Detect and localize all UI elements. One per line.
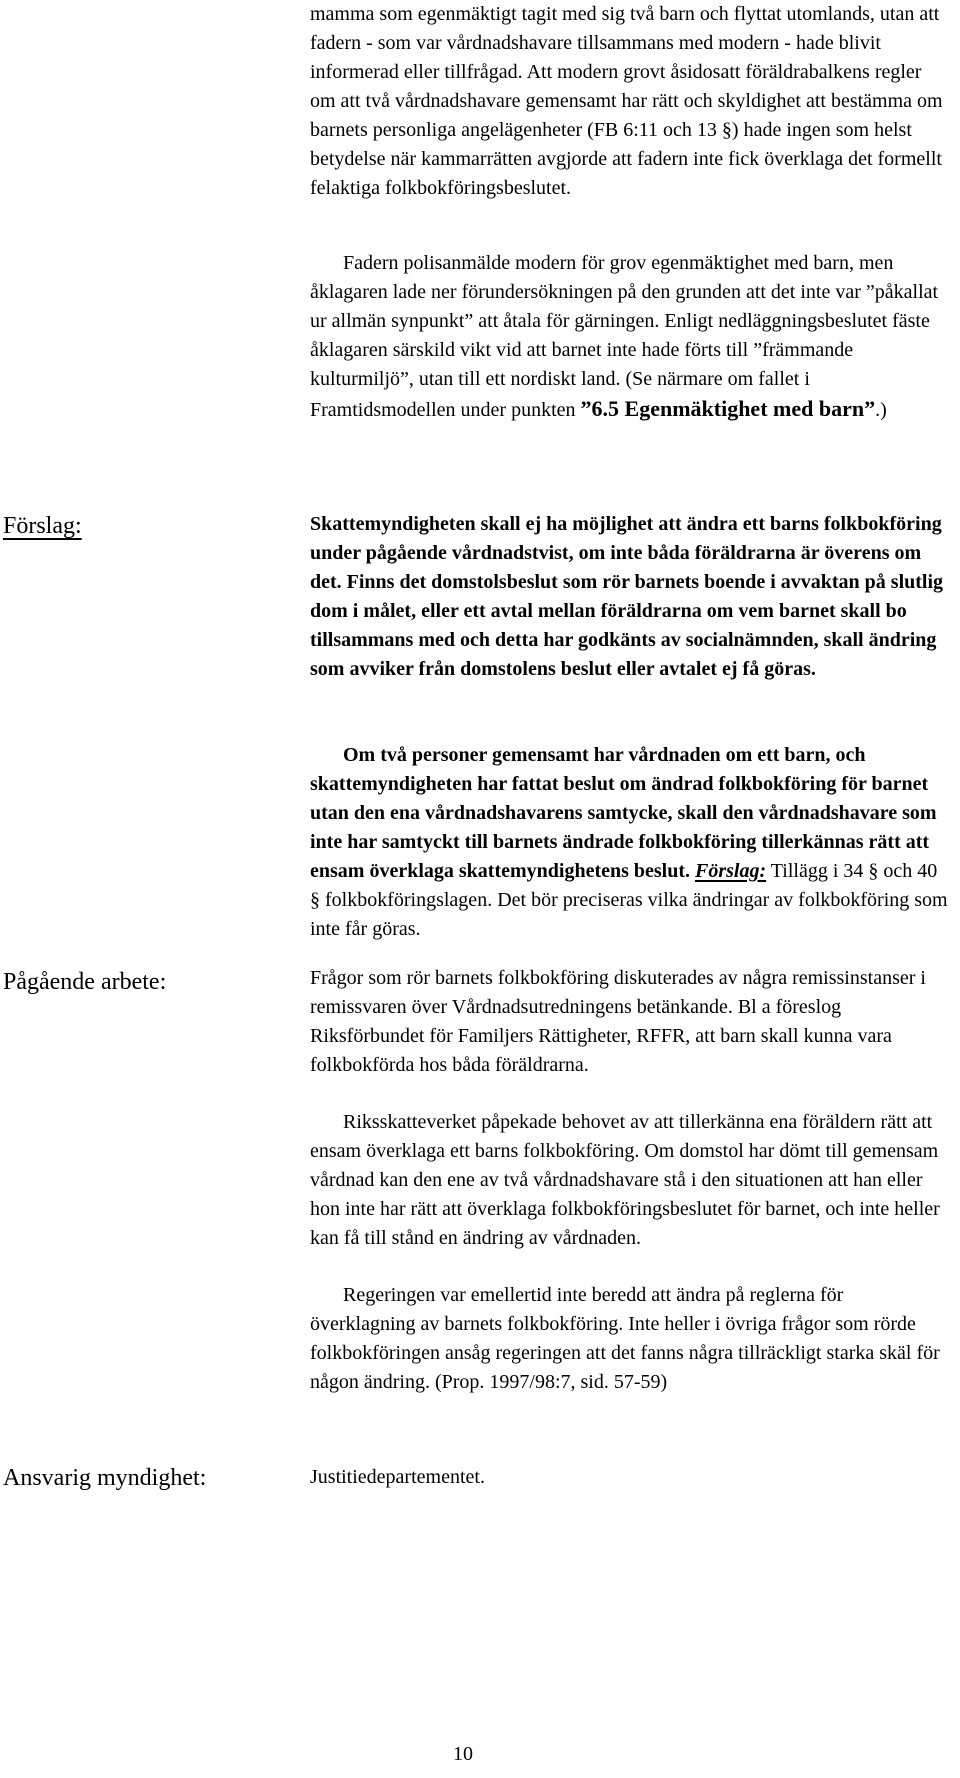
pagaende-paragraph-3: Regeringen var emellertid inte beredd att ändra på reglerna för överklagning av barnets folkbokföring. Inte heller i övriga frågor som rörde folkbokföringen ansåg regeringen att det fanns några tillräckligt starka skäl för någon ändring. (Prop. 1997/98:7, sid. 57-59) [310,1284,940,1393]
pagaende-label: Pågående arbete: [3,969,167,995]
forslag-paragraph-2-bold: Om två personer gemensamt har vårdnaden om ett barn, och skattemyndigheten har fattat beslut om ändrad folkbokföring för barnet utan den ena vårdnadshavarens samtycke, skall den vårdnadshavare som inte har samtyckt till barnets ändrade folkbokföring tillerkännas rätt att ensam överklaga skattemyndighetens beslut. [310,744,937,882]
intro-paragraph-2-end: .) [875,399,887,421]
section-reference: ”6.5 Egenmäktighet med barn” [580,396,876,421]
pagaende-paragraph-1: Frågor som rör barnets folkbokföring diskuterades av några remissinstanser i remissvaren över Vårdnadsutredningens betänkande. Bl a föreslog Riksförbundet för Familjers Rättigheter, RFFR, att barn skall kunna vara folkbokförda hos båda föräldrarna. [310,967,926,1076]
pagaende-paragraph-2: Riksskatteverket påpekade behovet av att tillerkänna ena föräldern rätt att ensam överklaga ett barns folkbokföring. Om domstol har dömt till gemensam vårdnad kan den ene av två vårdnadshavare stå i den situationen att han eller hon inte har rätt att överklaga folkbokföringsbeslutet för barnet, och inte heller kan få till stånd en ändring av vårdnaden. [310,1111,940,1249]
forslag-inline-label: Förslag: [695,860,767,882]
forslag-paragraph-2 [310,741,950,944]
intro-paragraph-2 [310,249,950,425]
forslag-label: Förslag: [3,513,82,539]
ansvarig-label: Ansvarig myndighet: [3,1465,207,1491]
ansvarig-value: Justitiedepartementet. [310,1466,485,1488]
forslag-paragraph-2-rest: Tillägg i 34 § och 40 § folkbokföringslagen. Det bör preciseras vilka ändringar av folkbokföring som inte får göras. [310,860,948,940]
intro-paragraph-2-text: Fadern polisanmälde modern för grov egenmäktighet med barn, men åklagaren lade ner förundersökningen på den grunden att det inte var ”påkallat ur allmän synpunkt” att åtala för gärningen. Enligt nedläggningsbeslutet fäste åklagaren särskild vikt vid att barnet inte hade förts till ”främmande kulturmiljö”, utan till ett nordiskt land. (Se närmare om fallet i Framtidsmodellen under punkten [310,252,939,421]
forslag-paragraph-1: Skattemyndigheten skall ej ha möjlighet att ändra ett barns folkbokföring under pågående vårdnadstvist, om inte båda föräldrarna är överens om det. Finns det domstolsbeslut som rör barnets boende i avvaktan på slutlig dom i målet, eller ett avtal mellan föräldrarna om vem barnet skall bo tillsammans med och detta har godkänts av socialnämnden, skall ändring som avviker från domstolens beslut eller avtalet ej få göras. [310,513,944,680]
intro-paragraph-1: mamma som egenmäktigt tagit med sig två barn och flyttat utomlands, utan att fadern - som var vårdnadshavare tillsammans med modern - hade blivit informerad eller tillfrågad. Att modern grovt åsidosatt föräldrabalkens regler om att två vårdnadshavare gemensamt har rätt och skyldighet att bestämma om barnets personliga angelägenheter (FB 6:11 och 13 §) hade ingen som helst betydelse när kammarrätten avgjorde att fadern inte fick överklaga det formellt felaktiga folkbokföringsbeslutet. [310,3,943,199]
page-number: 10 [453,1743,473,1765]
